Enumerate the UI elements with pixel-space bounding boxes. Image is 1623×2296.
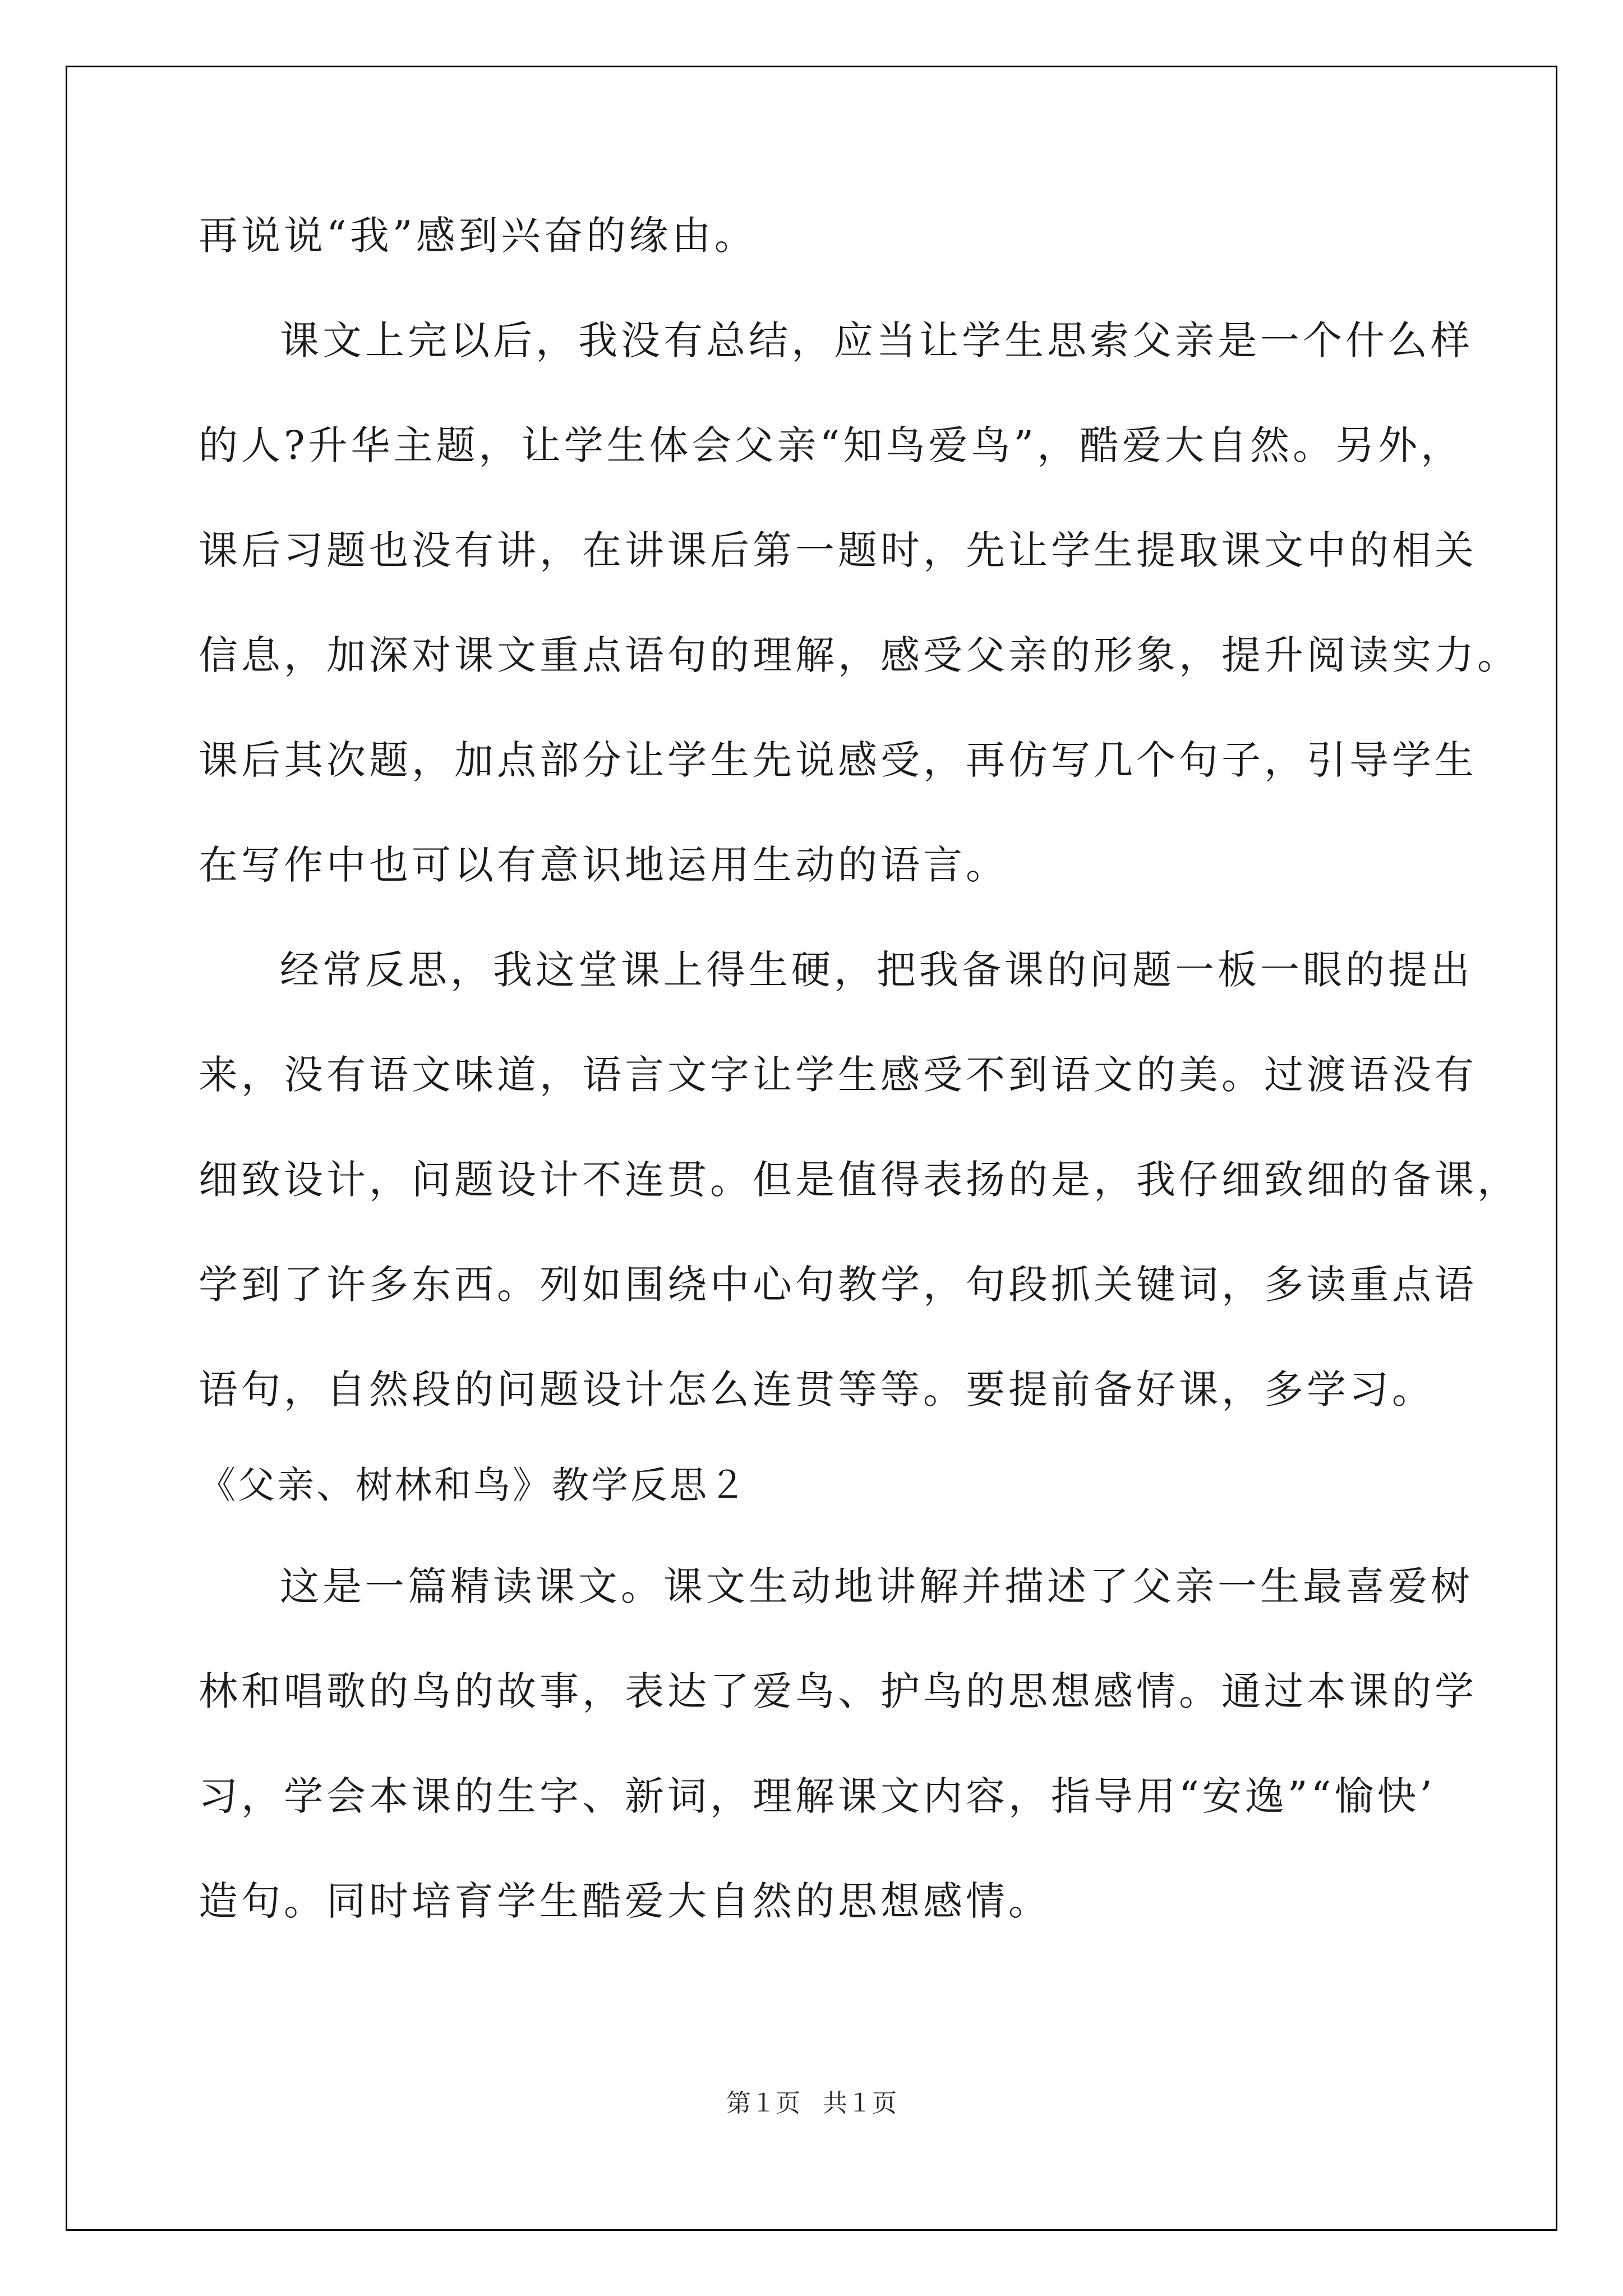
section-heading: 《父亲、树林和鸟》教学反思２ [199, 1464, 748, 1507]
text-line: 细致设计，问题设计不连贯。但是值得表扬的是，我仔细致细的备课， [199, 1157, 1520, 1203]
text-line: 林和唱歌的鸟的故事，表达了爱鸟、护鸟的思想感情。通过本课的学 [199, 1668, 1477, 1714]
text-line: 课后习题也没有讲，在讲课后第一题时，先让学生提取课文中的相关 [199, 527, 1477, 573]
text-line: 课文上完以后，我没有总结，应当让学生思索父亲是一个什么样 [280, 318, 1473, 364]
text-line: 经常反思，我这堂课上得生硬，把我备课的问题一板一眼的提出 [280, 947, 1473, 993]
text-line: 造句。同时培育学生酷爱大自然的思想感情。 [199, 1878, 1051, 1924]
text-line: 习，学会本课的生字、新词，理解课文内容，指导用“安逸”“愉快’ [199, 1773, 1436, 1819]
text-line: 来，没有语文味道，语言文字让学生感受不到语文的美。过渡语没有 [199, 1052, 1477, 1098]
text-line: 语句，自然段的问题设计怎么连贯等等。要提前备好课，多学习。 [199, 1366, 1435, 1412]
page-total: 共１页 [823, 2089, 897, 2118]
text-line: 学到了许多东西。列如围绕中心句教学，句段抓关键词，多读重点语 [199, 1262, 1477, 1308]
text-line: 课后其次题，加点部分让学生先说感受，再仿写几个句子，引导学生 [199, 737, 1477, 783]
page-footer [0, 2087, 1623, 2120]
page-number: 第１页 [726, 2089, 800, 2118]
text-line: 在写作中也可以有意识地运用生动的语言。 [199, 842, 1008, 888]
text-line: 的人?升华主题，让学生体会父亲“知鸟爱鸟”，酷爱大自然。另外， [199, 422, 1464, 468]
text-line: 这是一篇精读课文。课文生动地讲解并描述了父亲一生最喜爱树 [280, 1563, 1473, 1609]
text-line: 信息，加深对课文重点语句的理解，感受父亲的形象，提升阅读实力。 [199, 632, 1520, 678]
text-line: 再说说“我”感到兴奋的缘由。 [199, 213, 757, 259]
